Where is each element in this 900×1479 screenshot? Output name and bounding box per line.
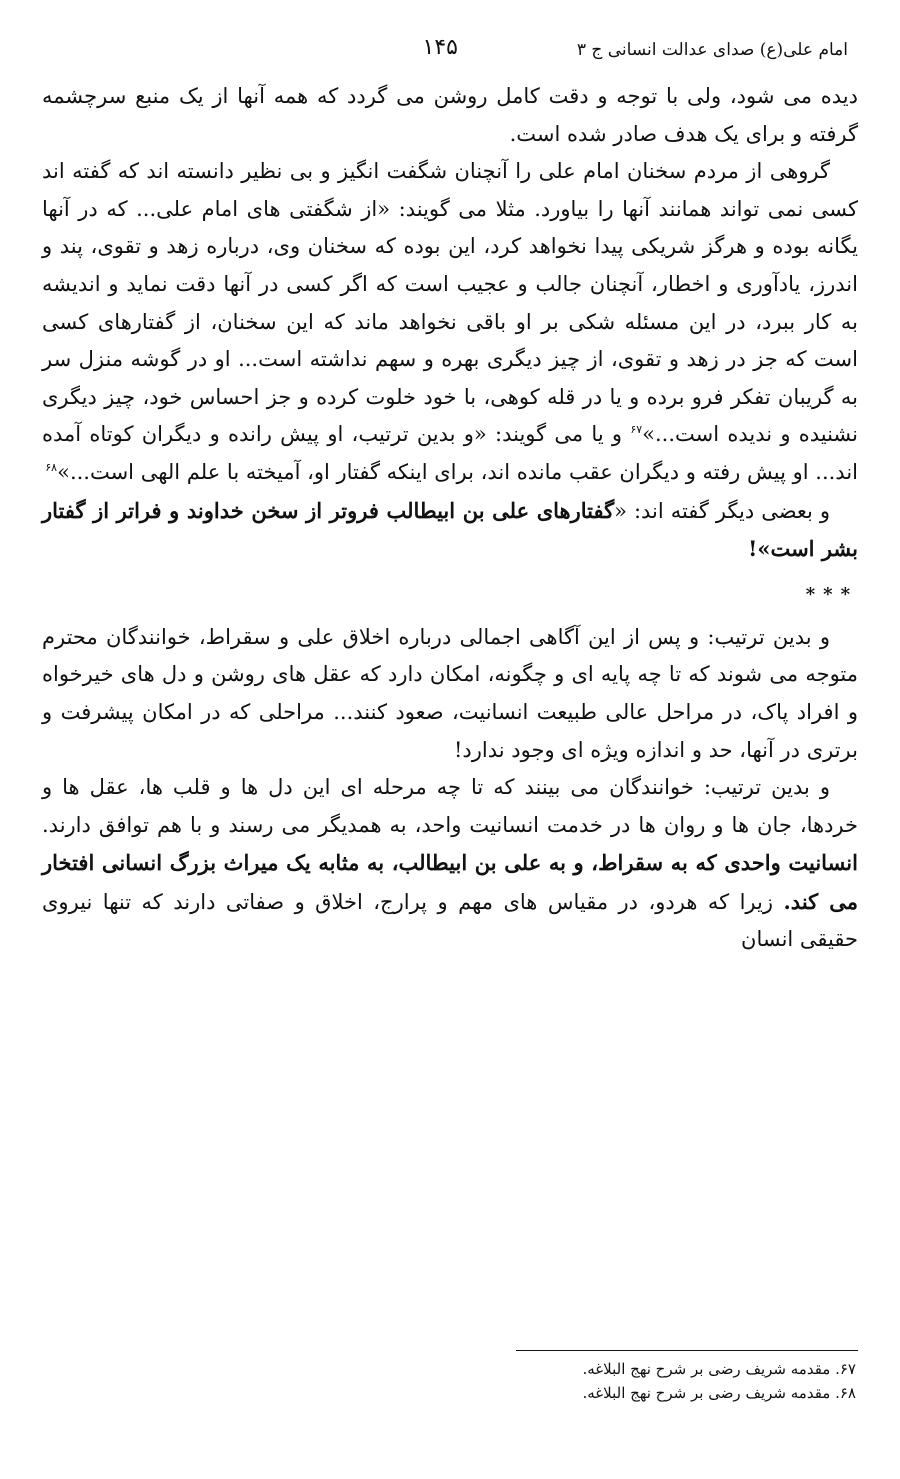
- paragraph-5-text-b: زیرا که هردو، در مقیاس های مهم و پرارج، اخلاق و صفاتی دارند که تنها نیروی حقیقی انسان: [42, 889, 858, 952]
- footnote-separator: [516, 1350, 858, 1351]
- footnote-67: ۶۷. مقدمه شریف رضی بر شرح نهج البلاغه.: [582, 1360, 856, 1378]
- paragraph-4: و بدین ترتیب: و پس از این آگاهی اجمالی درباره اخلاق علی و سقراط، خوانندگان محترم متوجه می شوند که تا چه پایه ای و چگونه، امکان دارد که عقل های روشن و دل های خیرخواه و افراد پاک، در مراحل عالی طبیعت انسانیت، صعود کنند... مراحلی که در امکان پیشرفت و برتری در آنها، حد و اندازه ویژه ای وجود ندارد!: [42, 624, 859, 762]
- paragraph-5-text-a: و بدین ترتیب: خوانندگان می بینند که تا چه مرحله ای این دل ها و قلب ها، عقل ها و خردها، جان ها و روان ها در خدمت انسانیت واحد، به همدیگر می رسند و با هم توافق دارند.: [42, 775, 858, 837]
- running-header: [42, 30, 858, 64]
- footnote-68: ۶۸. مقدمه شریف رضی بر شرح نهج البلاغه.: [582, 1384, 856, 1402]
- paragraph-2-text-a: گروهی از مردم سخنان امام علی را آنچنان شگفت انگیز و بی نظیر دانسته اند که گفته اند کسی نمی تواند همانند آنها را بیاورد. مثلا می گویند: «از شگفتی های امام علی... که در آنها یگانه بوده و هرگز شریکی پیدا نخواهد کرد، این بوده که سخنان وی، درباره زهد و تقوی، پند و اندرز، یادآوری و اخطار، آنچنان جالب و عجیب است که اگر کسی در آنها دقت نماید و اندیشه به کار ببرد، در این مسئله شکی بر او باقی نخواهد ماند که این سخنان، از گفتارهای کسی است که جز در زهد و تقوی، از چیز دیگری بهره و سهم نداشته است... او در گوشه منزل سر به گریبان تفکر فرو برده و یا در قله کوهی، با خود خلوت کرده و جز احساس خود، چیز دیگری نشنیده و ندیده است...»: [42, 159, 859, 447]
- body-text: [42, 78, 858, 959]
- paragraph-2-text-b: و یا می گویند: «و بدین ترتیب، او پیش رانده و دیگران کوتاه آمده اند... او پیش رفته و دیگران عقب مانده اند، برای اینکه گفتار او، آمیخته با علم الهی است...»: [42, 422, 858, 484]
- page-number: ۱۴۵: [422, 35, 458, 60]
- paragraph-1: دیده می شود، ولی با توجه و دقت کامل روشن می گردد که همه آنها از یک منبع سرچشمه گرفته و برای یک هدف صادر شده است.: [42, 84, 858, 146]
- paragraph-5: [42, 769, 858, 959]
- paragraph-3-bold-quote: گفتارهای علی بن ابیطالب فروتر از سخن خداوند و فراتر از گفتار بشر است: [42, 497, 858, 562]
- footnote-ref-68: ۶۸: [45, 460, 58, 474]
- footnotes: [42, 1350, 858, 1405]
- section-divider: ***: [805, 583, 858, 605]
- paragraph-3-text-b: »!: [748, 536, 771, 562]
- paragraph-3-text-a: و بعضی دیگر گفته اند: «: [614, 498, 831, 523]
- paragraph-3: [42, 492, 858, 569]
- paragraph-5-bold: انسانیت واحدی که به سقراط، و به علی بن ابیطالب، به مثابه یک میراث بزرگ انسانی افتخار می کند.: [42, 850, 859, 914]
- footnote-ref-67: ۶۷: [630, 423, 643, 437]
- paragraph-2: [42, 153, 858, 491]
- book-title: امام علی(ع) صدای عدالت انسانی ج ۳: [576, 40, 848, 60]
- document-page: [42, 30, 858, 1459]
